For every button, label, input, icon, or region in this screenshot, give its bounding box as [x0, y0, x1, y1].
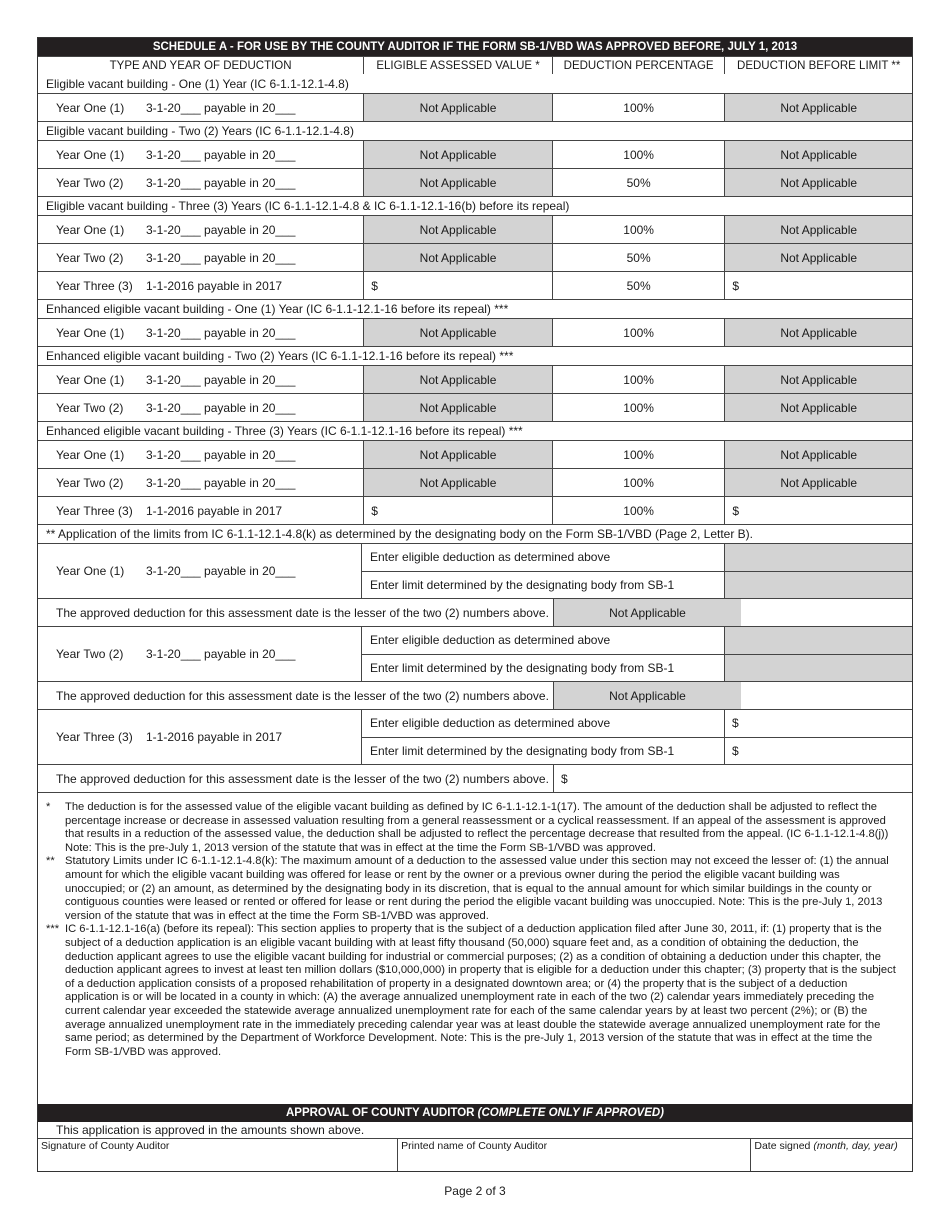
row-label [38, 216, 363, 243]
before-limit-field: Not Applicable [724, 94, 912, 121]
header-assessed: ELIGIBLE ASSESSED VALUE * [363, 57, 552, 74]
before-limit-field: Not Applicable [724, 169, 912, 196]
approved-deduction-row [38, 598, 912, 626]
row-year: Year One (1) [56, 447, 125, 462]
assessed-value-field[interactable]: $ [363, 497, 552, 524]
deduction-row [38, 215, 912, 243]
limit-year: Year Two (2) [56, 647, 124, 661]
eligible-deduction-label: Enter eligible deduction as determined above [370, 716, 611, 731]
eligible-deduction-field [724, 544, 912, 571]
date-signed-field[interactable] [750, 1139, 912, 1171]
deduction-percentage: 50% [552, 169, 725, 196]
designating-limit-row [362, 571, 912, 599]
row-label [38, 141, 363, 168]
deduction-percentage: 100% [552, 319, 725, 346]
limit-entries [362, 544, 912, 598]
limit-year-label [38, 544, 362, 598]
designating-limit-label: Enter limit determined by the designating body from SB-1 [370, 660, 675, 675]
row-year: Year One (1) [56, 100, 125, 115]
approved-deduction-field: Not Applicable [553, 599, 741, 626]
limit-year-label [38, 627, 362, 681]
row-date: 3-1-20___ payable in 20___ [146, 175, 296, 190]
row-year: Year Three (3) [56, 503, 133, 518]
section-title-row [38, 299, 912, 318]
assessed-value-field: Not Applicable [363, 216, 552, 243]
footnote [46, 923, 898, 1059]
designating-limit-label: Enter limit determined by the designating body from SB-1 [370, 743, 675, 758]
row-label [38, 394, 363, 421]
approved-deduction-label: The approved deduction for this assessment date is the lesser of the two (2) numbers above. [56, 688, 549, 703]
row-label [38, 366, 363, 393]
row-date: 1-1-2016 payable in 2017 [146, 278, 283, 293]
limit-year: Year One (1) [56, 564, 125, 578]
assessed-value-field: Not Applicable [363, 366, 552, 393]
limit-date: 3-1-20___ payable in 20___ [146, 647, 296, 661]
limit-date: 3-1-20___ payable in 20___ [146, 564, 296, 578]
designating-limit-field[interactable]: $ [724, 738, 912, 765]
row-label [38, 319, 363, 346]
approved-deduction-label: The approved deduction for this assessment date is the lesser of the two (2) numbers above. [56, 605, 549, 620]
limit-block [38, 626, 912, 681]
limit-date: 1-1-2016 payable in 2017 [146, 730, 283, 744]
footnote-mark: ** [46, 855, 55, 868]
limit-entries [362, 627, 912, 681]
row-date: 3-1-20___ payable in 20___ [146, 100, 296, 115]
deduction-row [38, 243, 912, 271]
limit-year: Year Three (3) [56, 730, 133, 744]
assessed-value-field: Not Applicable [363, 169, 552, 196]
row-date: 3-1-20___ payable in 20___ [146, 400, 296, 415]
deduction-percentage: 100% [552, 469, 725, 496]
row-year: Year One (1) [56, 147, 125, 162]
assessed-value-field: Not Applicable [363, 319, 552, 346]
eligible-deduction-field [724, 627, 912, 654]
deduction-row [38, 318, 912, 346]
row-year: Year Two (2) [56, 475, 124, 490]
designating-limit-row [362, 654, 912, 682]
before-limit-field: Not Applicable [724, 319, 912, 346]
row-label [38, 497, 363, 524]
row-year: Year One (1) [56, 372, 125, 387]
section-title: Eligible vacant building - One (1) Year (IC 6-1.1-12.1-4.8) [46, 76, 349, 91]
header-type: TYPE AND YEAR OF DEDUCTION [109, 59, 292, 72]
printed-name-label: Printed name of County Auditor [401, 1140, 548, 1152]
section-title: Eligible vacant building - Three (3) Years (IC 6-1.1-12.1-4.8 & IC 6-1.1-12.1-16(b) before its repeal) [46, 199, 570, 213]
approved-deduction-field[interactable]: $ [553, 765, 741, 792]
row-date: 3-1-20___ payable in 20___ [146, 475, 296, 490]
section-title-row [38, 74, 912, 93]
limit-entries [362, 710, 912, 764]
before-limit-field[interactable]: $ [724, 272, 912, 299]
row-label [38, 441, 363, 468]
assessed-value-field: Not Applicable [363, 94, 552, 121]
designating-limit-field [724, 572, 912, 599]
before-limit-field[interactable]: $ [724, 497, 912, 524]
limits-title: ** Application of the limits from IC 6-1.1-12.1-4.8(k) as determined by the designating body on the Form SB-1/VBD (Page 2, Letter B). [46, 527, 754, 541]
footnote [46, 855, 898, 923]
section-title-row [38, 121, 912, 140]
header-percentage: DEDUCTION PERCENTAGE [552, 57, 725, 74]
row-label [38, 469, 363, 496]
signature-field[interactable] [38, 1139, 397, 1171]
footnote-mark: *** [46, 923, 60, 936]
limit-block [38, 709, 912, 764]
row-year: Year One (1) [56, 222, 125, 237]
row-date: 3-1-20___ payable in 20___ [146, 447, 296, 462]
eligible-deduction-label: Enter eligible deduction as determined above [370, 550, 611, 565]
footnote-list [46, 801, 898, 1059]
deduction-row [38, 393, 912, 421]
before-limit-field: Not Applicable [724, 441, 912, 468]
row-date: 3-1-20___ payable in 20___ [146, 325, 296, 340]
row-year: Year Two (2) [56, 400, 124, 415]
eligible-deduction-field[interactable]: $ [724, 710, 912, 737]
deduction-percentage: 100% [552, 94, 725, 121]
assessed-value-field: Not Applicable [363, 441, 552, 468]
approved-deduction-row [38, 681, 912, 709]
column-headers [38, 56, 912, 74]
designating-limit-label: Enter limit determined by the designating body from SB-1 [370, 577, 675, 592]
limit-block [38, 543, 912, 598]
footnotes [38, 792, 912, 1104]
signature-row [38, 1138, 912, 1171]
assessed-value-field: Not Applicable [363, 394, 552, 421]
deduction-percentage: 100% [552, 216, 725, 243]
section-title-row [38, 421, 912, 440]
eligible-deduction-row [362, 710, 912, 737]
footnote [46, 801, 898, 855]
assessed-value-field: Not Applicable [363, 469, 552, 496]
before-limit-field: Not Applicable [724, 366, 912, 393]
section-title: Enhanced eligible vacant building - Two (2) Years (IC 6-1.1-12.1-16 before its repeal) *** [46, 349, 514, 363]
footnote-text: Statutory Limits under IC 6-1.1-12.1-4.8(k): The maximum amount of a deduction to the assessed value under this section may not exceed the lesser of: (1) the annual amount for which the eligible vacant building was offered for lease or rent by the owner or a previous owner during the period the eligible vacant building was unoccupied; or (2) an amount, as determined by the designating body in its discretion, that is equal to the annual amount for which similar buildings in the county or contiguous counties were leased or rented or offered for lease or rent during the period the eligible vacant building was unoccupied. Note: This is the pre-July 1, 2013 version of the statute that was in effect at the time the Form SB-1/VBD was approved. [65, 855, 889, 922]
footnote-text: The deduction is for the assessed value of the eligible vacant building as defined by IC 6-1.1-12.1-1(17). The amount of the deduction shall be adjusted to reflect the percentage increase or decrease in assessed valuation resulting from a general reassessment or a cyclical reassessment. If an appeal of the assessment is approved that results in a reduction of the assessed value, the deduction shall be adjusted to reflect the percentage decrease that resulted from the appeal. (IC 6-1.1-12.1-4.8(j)) Note: This is the pre-July 1, 2013 version of the statute that was in effect at the time the Form SB-1/VBD was approved. [65, 801, 889, 854]
row-year: Year One (1) [56, 325, 125, 340]
approved-deduction-row [38, 764, 912, 792]
designating-limit-row [362, 737, 912, 765]
deduction-percentage: 50% [552, 244, 725, 271]
approved-deduction-field: Not Applicable [553, 682, 741, 709]
approval-title-italic: (COMPLETE ONLY IF APPROVED) [477, 1107, 665, 1119]
approval-statement: This application is approved in the amounts shown above. [56, 1123, 365, 1137]
section-title: Enhanced eligible vacant building - One (1) Year (IC 6-1.1-12.1-16 before its repeal) *** [46, 302, 509, 316]
date-hint: (month, day, year) [813, 1140, 898, 1152]
deduction-percentage: 100% [552, 366, 725, 393]
row-date: 3-1-20___ payable in 20___ [146, 372, 296, 387]
date-label: Date signed [754, 1140, 814, 1152]
assessed-value-field: Not Applicable [363, 141, 552, 168]
before-limit-field: Not Applicable [724, 216, 912, 243]
page-number: Page 2 of 3 [444, 1184, 506, 1198]
deduction-percentage: 100% [552, 497, 725, 524]
row-date: 3-1-20___ payable in 20___ [146, 147, 296, 162]
eligible-deduction-label: Enter eligible deduction as determined above [370, 633, 611, 648]
footnote-mark: * [46, 801, 51, 813]
section-title: Eligible vacant building - Two (2) Years (IC 6-1.1-12.1-4.8) [46, 124, 354, 138]
eligible-deduction-row [362, 627, 912, 654]
before-limit-field: Not Applicable [724, 141, 912, 168]
approval-title [38, 1104, 912, 1122]
deduction-sections [38, 74, 912, 524]
deduction-row [38, 271, 912, 299]
header-before-limit: DEDUCTION BEFORE LIMIT ** [724, 57, 912, 74]
before-limit-field: Not Applicable [724, 394, 912, 421]
deduction-row [38, 168, 912, 196]
limits-title-row [38, 524, 912, 543]
row-label [38, 169, 363, 196]
deduction-row [38, 468, 912, 496]
approval-title-main: APPROVAL OF COUNTY AUDITOR [285, 1107, 478, 1119]
printed-name-field[interactable] [397, 1139, 750, 1171]
deduction-row [38, 93, 912, 121]
before-limit-field: Not Applicable [724, 244, 912, 271]
deduction-row [38, 365, 912, 393]
deduction-percentage: 100% [552, 141, 725, 168]
signature-label: Signature of County Auditor [41, 1140, 170, 1152]
deduction-percentage: 50% [552, 272, 725, 299]
before-limit-field: Not Applicable [724, 469, 912, 496]
deduction-percentage: 100% [552, 441, 725, 468]
section-title-row [38, 196, 912, 215]
row-date: 1-1-2016 payable in 2017 [146, 503, 283, 518]
limit-year-label [38, 710, 362, 764]
assessed-value-field: Not Applicable [363, 244, 552, 271]
assessed-value-field[interactable]: $ [363, 272, 552, 299]
row-label [38, 94, 363, 121]
row-label [38, 272, 363, 299]
deduction-row [38, 496, 912, 524]
schedule-a-title: SCHEDULE A - FOR USE BY THE COUNTY AUDITOR IF THE FORM SB-1/VBD WAS APPROVED BEFORE, JULY 1, 2013 [38, 38, 912, 56]
section-title-row [38, 346, 912, 365]
deduction-row [38, 440, 912, 468]
section-title: Enhanced eligible vacant building - Three (3) Years (IC 6-1.1-12.1-16 before its repeal) *** [46, 424, 523, 438]
row-year: Year Two (2) [56, 175, 124, 190]
designating-limit-field [724, 655, 912, 682]
deduction-percentage: 100% [552, 394, 725, 421]
row-year: Year Two (2) [56, 250, 124, 265]
schedule-a-form [37, 37, 913, 1172]
limits-sections [38, 543, 912, 792]
row-label [38, 244, 363, 271]
row-year: Year Three (3) [56, 278, 133, 293]
footnote-text: IC 6-1.1-12.1-16(a) (before its repeal): This section applies to property that is the subject of a deduction application filed after June 30, 2011, if: (1) property that is the subject of a deduction application is an eligible vacant building with at least fifty thousand (50,000) square feet and, as a condition of obtaining the deduction, the deduction applicant agrees to use the eligible vacant building for industrial or commercial purposes; (2) as a condition of obtaining a deduction under this chapter, the deduction applicant agrees to invest at least ten million dollars ($10,000,000) in property that is eligible for a deduction under this chapter; (3) property that is the subject of a deduction application consists of a proposed rehabilitation of property in a designated downtown area; or (4) the property that is the subject of a deduction application is or will be located in a county in which: (A) the average annualized unemployment rate in each of the two (2) calendar years immediately preceding the current calendar year exceeded the statewide average annualized unemployment rate for each of the same calendar years by at least two percent (2%); or (B) the average annualized unemployment rate in the immediately preceding calendar year was at least double the statewide average annualized unemployment rate for the same period; as determined by the Department of Workforce Development. Note: This is the pre-July 1, 2013 version of the statute that was in effect at the time the Form SB-1/VBD was approved. [65, 923, 896, 1058]
approved-deduction-label: The approved deduction for this assessment date is the lesser of the two (2) numbers above. [56, 771, 549, 786]
row-date: 3-1-20___ payable in 20___ [146, 222, 296, 237]
eligible-deduction-row [362, 544, 912, 571]
row-date: 3-1-20___ payable in 20___ [146, 250, 296, 265]
deduction-row [38, 140, 912, 168]
